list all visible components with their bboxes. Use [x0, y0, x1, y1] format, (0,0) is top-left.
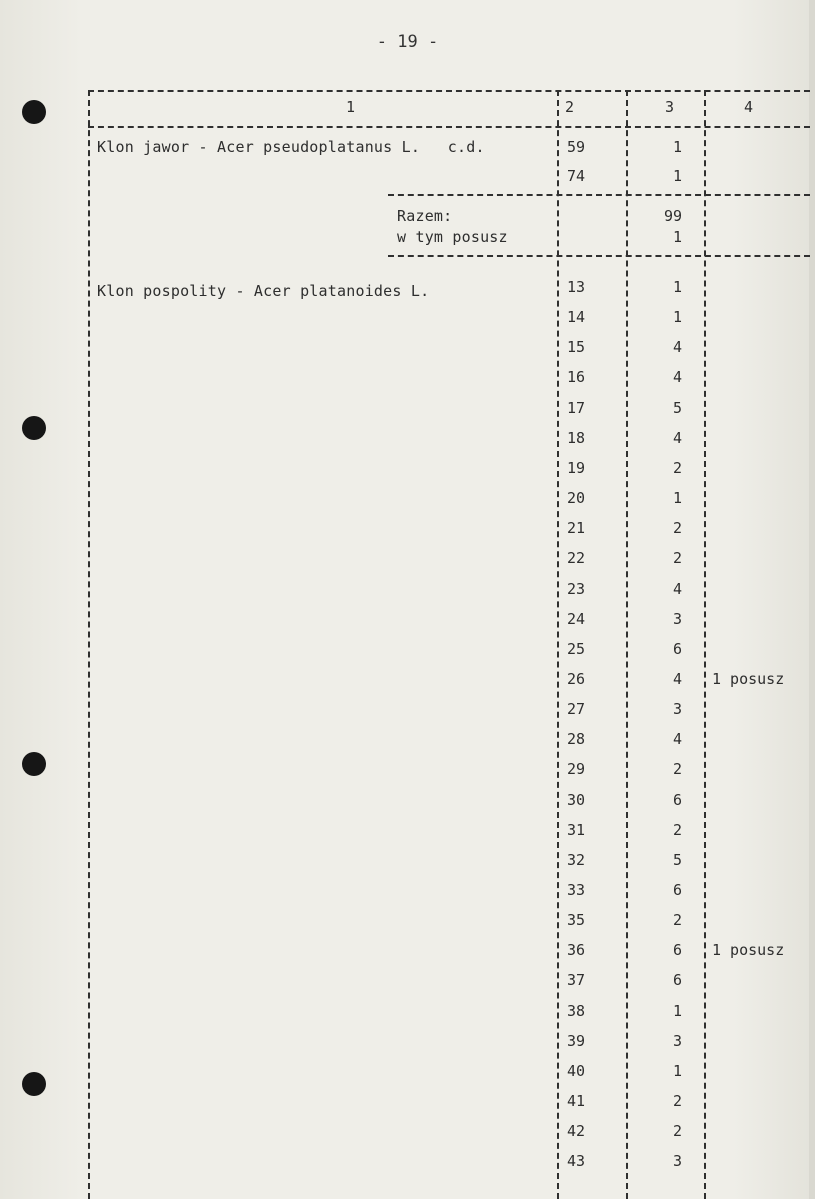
diameter-cell: 74 [567, 167, 586, 185]
diameter-cell: 43 [567, 1152, 586, 1170]
column-divider-2 [557, 90, 559, 1199]
count-cell: 4 [672, 670, 682, 688]
count-cell: 2 [672, 821, 682, 839]
diameter-cell: 40 [567, 1062, 586, 1080]
punch-hole [22, 1072, 46, 1096]
count-cell: 1 [672, 278, 682, 296]
count-cell: 4 [672, 580, 682, 598]
column-divider-3 [626, 90, 628, 1199]
count-cell: 1 [672, 138, 682, 156]
count-cell: 6 [672, 640, 682, 658]
diameter-cell: 41 [567, 1092, 586, 1110]
dead-trees-label: w tym posusz [397, 228, 508, 246]
subtotal-top-rule [388, 194, 810, 196]
punch-hole [22, 100, 46, 124]
subtotal-bottom-rule [388, 255, 810, 257]
header-col-2: 2 [565, 98, 575, 116]
count-cell: 5 [672, 399, 682, 417]
diameter-cell: 17 [567, 399, 586, 417]
diameter-cell: 30 [567, 791, 586, 809]
count-cell: 6 [672, 971, 682, 989]
count-cell: 2 [672, 549, 682, 567]
diameter-cell: 16 [567, 368, 586, 386]
count-cell: 2 [672, 519, 682, 537]
header-col-1: 1 [346, 98, 356, 116]
count-cell: 6 [672, 791, 682, 809]
diameter-cell: 20 [567, 489, 586, 507]
diameter-cell: 24 [567, 610, 586, 628]
dead-trees-value: 1 [672, 228, 682, 246]
count-cell: 1 [672, 489, 682, 507]
table-top-border [88, 90, 810, 92]
count-cell: 1 [672, 308, 682, 326]
diameter-cell: 29 [567, 760, 586, 778]
count-cell: 6 [672, 881, 682, 899]
count-cell: 2 [672, 459, 682, 477]
count-cell: 2 [672, 1122, 682, 1140]
diameter-cell: 22 [567, 549, 586, 567]
species-name-acer-pseudoplatanus: Klon jawor - Acer pseudoplatanus L. c.d. [97, 138, 485, 156]
page-edge [809, 0, 815, 1199]
diameter-cell: 36 [567, 941, 586, 959]
count-cell: 1 [672, 167, 682, 185]
diameter-cell: 13 [567, 278, 586, 296]
table-left-border [88, 90, 90, 1199]
count-cell: 2 [672, 1092, 682, 1110]
diameter-cell: 25 [567, 640, 586, 658]
diameter-cell: 39 [567, 1032, 586, 1050]
diameter-cell: 32 [567, 851, 586, 869]
subtotal-label: Razem: [397, 207, 453, 225]
diameter-cell: 14 [567, 308, 586, 326]
count-cell: 3 [672, 1032, 682, 1050]
species-name-acer-platanoides: Klon pospolity - Acer platanoides L. [97, 282, 430, 300]
count-cell: 2 [672, 911, 682, 929]
diameter-cell: 28 [567, 730, 586, 748]
diameter-cell: 15 [567, 338, 586, 356]
diameter-cell: 23 [567, 580, 586, 598]
count-cell: 5 [672, 851, 682, 869]
count-cell: 4 [672, 730, 682, 748]
diameter-cell: 38 [567, 1002, 586, 1020]
count-cell: 1 [672, 1002, 682, 1020]
diameter-cell: 27 [567, 700, 586, 718]
header-col-3: 3 [665, 98, 675, 116]
diameter-cell: 26 [567, 670, 586, 688]
count-cell: 3 [672, 1152, 682, 1170]
diameter-cell: 18 [567, 429, 586, 447]
diameter-cell: 42 [567, 1122, 586, 1140]
page-number: - 19 - [376, 32, 439, 52]
count-cell: 4 [672, 368, 682, 386]
header-bottom-border [88, 126, 810, 128]
punch-hole [22, 416, 46, 440]
count-cell: 1 [672, 1062, 682, 1080]
count-cell: 2 [672, 760, 682, 778]
diameter-cell: 31 [567, 821, 586, 839]
count-cell: 3 [672, 700, 682, 718]
diameter-cell: 35 [567, 911, 586, 929]
count-cell: 6 [672, 941, 682, 959]
diameter-cell: 37 [567, 971, 586, 989]
punch-hole [22, 752, 46, 776]
column-divider-4 [704, 90, 706, 1199]
count-cell: 4 [672, 338, 682, 356]
subtotal-value: 99 [663, 207, 682, 225]
diameter-cell: 59 [567, 138, 586, 156]
diameter-cell: 19 [567, 459, 586, 477]
count-cell: 3 [672, 610, 682, 628]
count-cell: 4 [672, 429, 682, 447]
note-cell: 1 posusz [712, 670, 785, 688]
note-cell: 1 posusz [712, 941, 785, 959]
diameter-cell: 33 [567, 881, 586, 899]
header-col-4: 4 [744, 98, 754, 116]
diameter-cell: 21 [567, 519, 586, 537]
